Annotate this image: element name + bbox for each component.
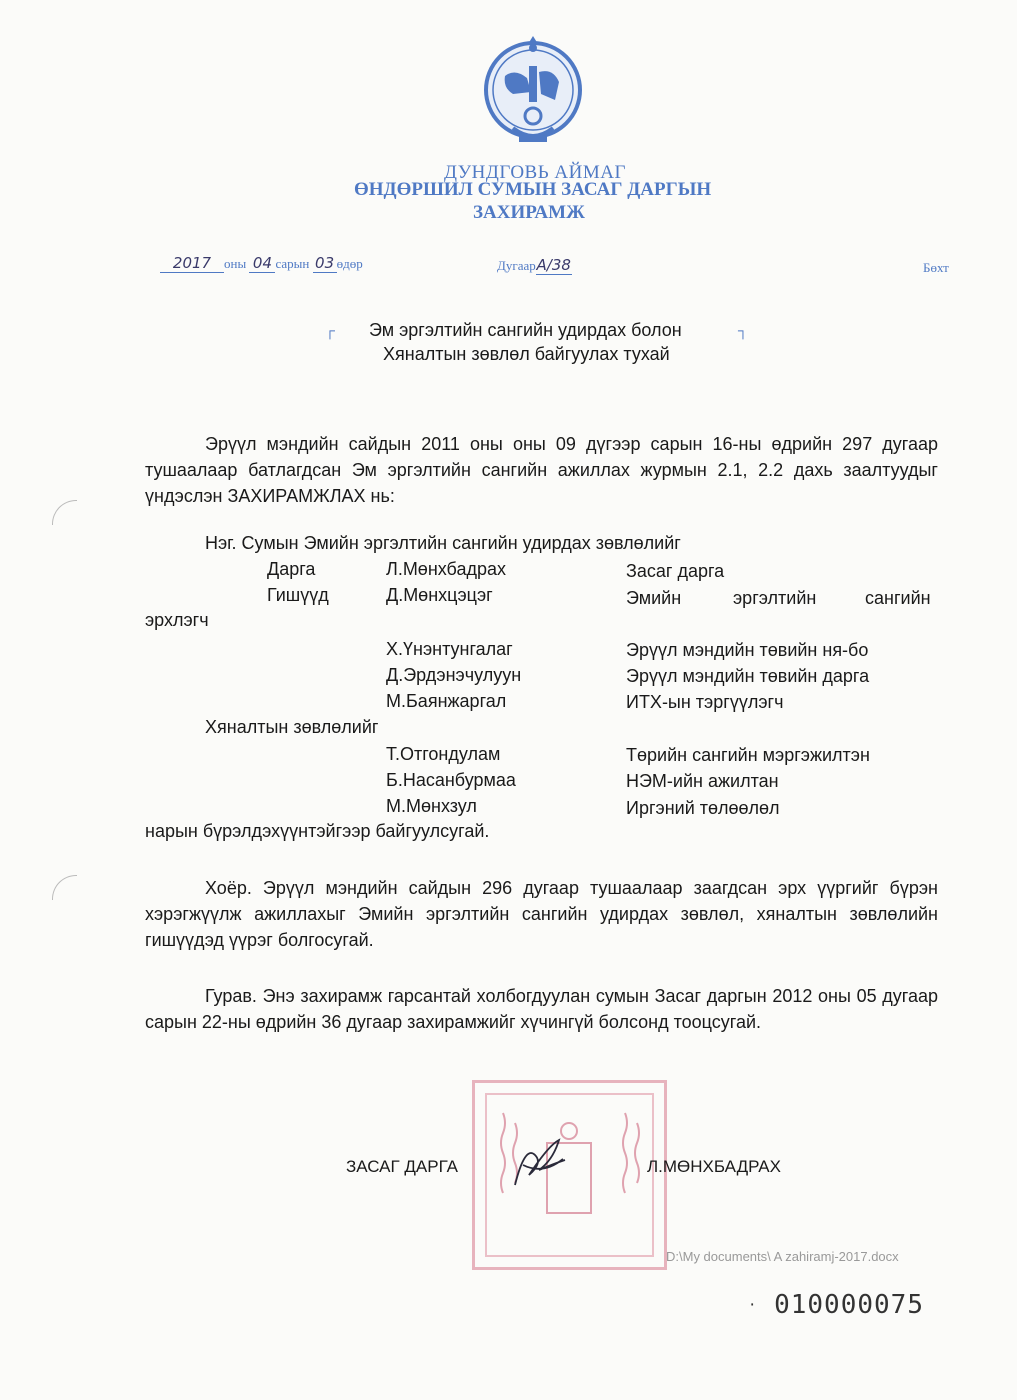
document-place: Бөхт <box>923 260 949 275</box>
section-two-paragraph: Хоёр. Эрүүл мэндийн сайдын 296 дугаар тушаалаар заагдсан эрх үүргийг бүрэн хэрэгжүүлж ажиллахыг Эмийн эргэлтийн сангийн удирдах зөвлөл, хяналтын зөвлөлийн гишүүдэд үүрэг болгосугай. <box>145 878 938 950</box>
date-day: 03 <box>315 254 335 272</box>
member-title-word-2: эргэлтийн <box>733 588 817 608</box>
member-title-word-3: сангийн <box>865 588 931 608</box>
member-title: Эрүүл мэндийн төвийн ня-бо <box>626 640 869 660</box>
control-council-title: Хяналтын зөвлөлийг <box>205 717 379 737</box>
members-role: Гишүүд <box>267 585 329 605</box>
control-member-name: Т.Отгондулам <box>386 744 501 764</box>
file-path: D:\My documents\ A zahiramj-2017.docx <box>666 1249 899 1264</box>
header-region: ДУНДГОВЬ АЙМАГ <box>444 162 626 183</box>
subject-line-1: Эм эргэлтийн сангийн удирдах болон <box>369 320 682 340</box>
intro-paragraph: Эрүүл мэндийн сайдын 2011 оны оны 09 дүгээр сарын 16-ны өдрийн 297 дугаар тушаалаар батлагдсан Эм эргэлтийн сангийн ажиллах журмын 2.1, 2.2 дахь заалтуудыг үндэслэн ЗАХИРАМЖЛАХ нь: <box>145 434 938 506</box>
handwritten-signature <box>505 1125 575 1200</box>
member-name: Х.Үнэнтунгалаг <box>386 639 513 659</box>
header-office: ӨНДӨРШИЛ СУМЫН ЗАСАГ ДАРГЫН <box>354 179 712 200</box>
control-member-title: Төрийн сангийн мэргэжилтэн <box>626 745 870 765</box>
chair-role: Дарга <box>267 559 316 579</box>
signature-name: Л.МӨНХБАДРАХ <box>647 1157 781 1176</box>
date-year-label: оны <box>224 256 247 271</box>
date-line <box>160 254 363 273</box>
member-title: ИТХ-ын тэргүүлэгч <box>626 692 784 712</box>
chair-title: Засаг дарга <box>626 561 725 581</box>
signature-position: ЗАСАГ ДАРГА <box>346 1157 459 1176</box>
serial-number <box>748 1290 924 1320</box>
document-number-label: Дугаар <box>497 258 536 273</box>
chair-name: Л.Мөнхбадрах <box>386 559 506 579</box>
date-month-label: сарын <box>275 256 310 271</box>
control-member-title: НЭМ-ийн ажилтан <box>626 771 779 791</box>
section-one-title: Нэг. Сумын Эмийн эргэлтийн сангийн удирдах зөвлөлийг <box>205 533 681 553</box>
control-member-name: М.Мөнхзул <box>386 796 477 816</box>
member-name: Д.Мөнхцэцэг <box>386 585 493 605</box>
punch-hole-mark <box>52 500 77 525</box>
member-title: Эрүүл мэндийн төвийн дарга <box>626 666 870 686</box>
document-number <box>497 256 572 275</box>
member-name: М.Баянжаргал <box>386 691 507 711</box>
section-one-closing: нарын бүрэлдэхүүнтэйгээр байгуулсугай. <box>145 821 490 841</box>
member-title-continuation: эрхлэгч <box>145 610 209 630</box>
subject-corner-left: ┌ <box>325 322 335 338</box>
member-name: Д.Эрдэнэчулуун <box>386 665 522 685</box>
serial-number-dot: · <box>748 1297 758 1314</box>
date-month: 04 <box>252 254 272 272</box>
header-document-type: ЗАХИРАМЖ <box>473 202 585 223</box>
document-number-value: А/38 <box>536 256 571 274</box>
date-day-label: өдөр <box>336 256 363 271</box>
subject-line-2: Хяналтын зөвлөл байгуулах тухай <box>383 344 670 364</box>
control-member-name: Б.Насанбурмаа <box>386 770 516 790</box>
subject-corner-right: ┐ <box>738 322 748 338</box>
date-year: 2017 <box>172 254 212 272</box>
section-three-paragraph: Гурав. Энэ захирамж гарсантай холбогдуулан сумын Засаг даргын 2012 оны 05 дугаар сарын 22-ны өдрийн 36 дугаар захирамжийг хүчингүй болсонд тооцсугай. <box>145 986 938 1032</box>
mongolia-state-emblem-icon <box>483 28 583 158</box>
member-title-word-1: Эмийн <box>626 588 682 608</box>
serial-number-value: 010000075 <box>774 1290 924 1320</box>
punch-hole-mark <box>52 875 77 900</box>
control-member-title: Иргэний төлөөлөл <box>626 798 780 818</box>
